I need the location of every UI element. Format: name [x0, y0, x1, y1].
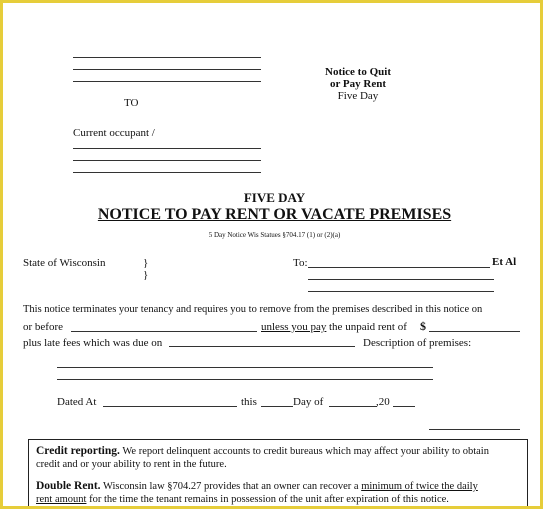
to-line-1[interactable]: [308, 267, 490, 268]
day-line[interactable]: [261, 406, 293, 407]
year-prefix: ,20: [376, 396, 390, 408]
brace-2: }: [143, 269, 149, 281]
occupant-line-2[interactable]: [73, 160, 261, 161]
description-line-1[interactable]: [57, 367, 433, 368]
to-label: TO: [124, 97, 139, 109]
et-al-label: Et Al: [492, 256, 517, 268]
this-label: this: [241, 396, 257, 408]
double-rent-underlined-a: minimum of twice the daily: [361, 481, 478, 492]
credit-reporting-line: [36, 445, 489, 457]
or-before-date-line[interactable]: [71, 331, 257, 332]
notice-title-line3: Five Day: [337, 90, 379, 102]
credit-text-a: We report delinquent accounts to credit bureaus which may affect your ability to obtain: [122, 446, 489, 457]
double-rent-line: [36, 480, 478, 492]
description-label: Description of premises:: [363, 337, 472, 349]
body-line-1: This notice terminates your tenancy and requires you to remove from the premises described in this notice on: [23, 304, 483, 315]
address-line-2[interactable]: [73, 69, 261, 70]
occupant-line-1[interactable]: [73, 148, 261, 149]
late-fees-label: plus late fees which was due on: [23, 337, 163, 349]
address-line-3[interactable]: [73, 81, 261, 82]
credit-double-rent-box: [28, 439, 528, 509]
dated-at-line[interactable]: [103, 406, 237, 407]
main-title: NOTICE TO PAY RENT OR VACATE PREMISES: [97, 206, 452, 223]
dated-at-label: Dated At: [57, 396, 97, 408]
credit-text-b: credit and or your ability to rent in the future.: [36, 459, 227, 470]
double-rent-line-2: [36, 494, 449, 505]
state-label: State of Wisconsin: [23, 257, 106, 269]
or-before-label: or before: [23, 321, 64, 333]
current-occupant-label: Current occupant /: [73, 127, 155, 139]
to-line-2[interactable]: [308, 279, 494, 280]
double-rent-underlined-b: rent amount: [36, 494, 87, 505]
to-field-label: To:: [293, 257, 308, 269]
statute-reference: 5 Day Notice Wis Statues §704.17 (1) or (2)(a): [208, 231, 341, 239]
notice-title-line1: Notice to Quit: [325, 66, 391, 78]
double-rent-text-a: Wisconsin law §704.27 provides that an owner can recover a: [102, 481, 359, 492]
unless-text: unless you pay: [261, 321, 327, 333]
address-line-1[interactable]: [73, 57, 261, 58]
dollar-sign: $: [420, 319, 426, 333]
day-of-label: Day of: [293, 396, 324, 408]
description-line-2[interactable]: [57, 379, 433, 380]
year-line[interactable]: [393, 406, 415, 407]
signature-line[interactable]: [429, 429, 520, 430]
rent-amount-line[interactable]: [429, 331, 520, 332]
occupant-line-3[interactable]: [73, 172, 261, 173]
double-rent-text-b: for the time the tenant remains in possession of the unit after expiration of this notice.: [89, 494, 449, 505]
notice-title-line2: or Pay Rent: [329, 78, 386, 90]
brace-1: }: [143, 257, 149, 269]
double-rent-heading: Double Rent.: [36, 480, 101, 492]
month-line[interactable]: [329, 406, 377, 407]
due-date-line[interactable]: [169, 346, 355, 347]
unpaid-rent-text: the unpaid rent of: [329, 321, 407, 333]
five-day-title: FIVE DAY: [243, 190, 306, 205]
to-line-3[interactable]: [308, 291, 494, 292]
credit-heading: Credit reporting.: [36, 445, 120, 457]
